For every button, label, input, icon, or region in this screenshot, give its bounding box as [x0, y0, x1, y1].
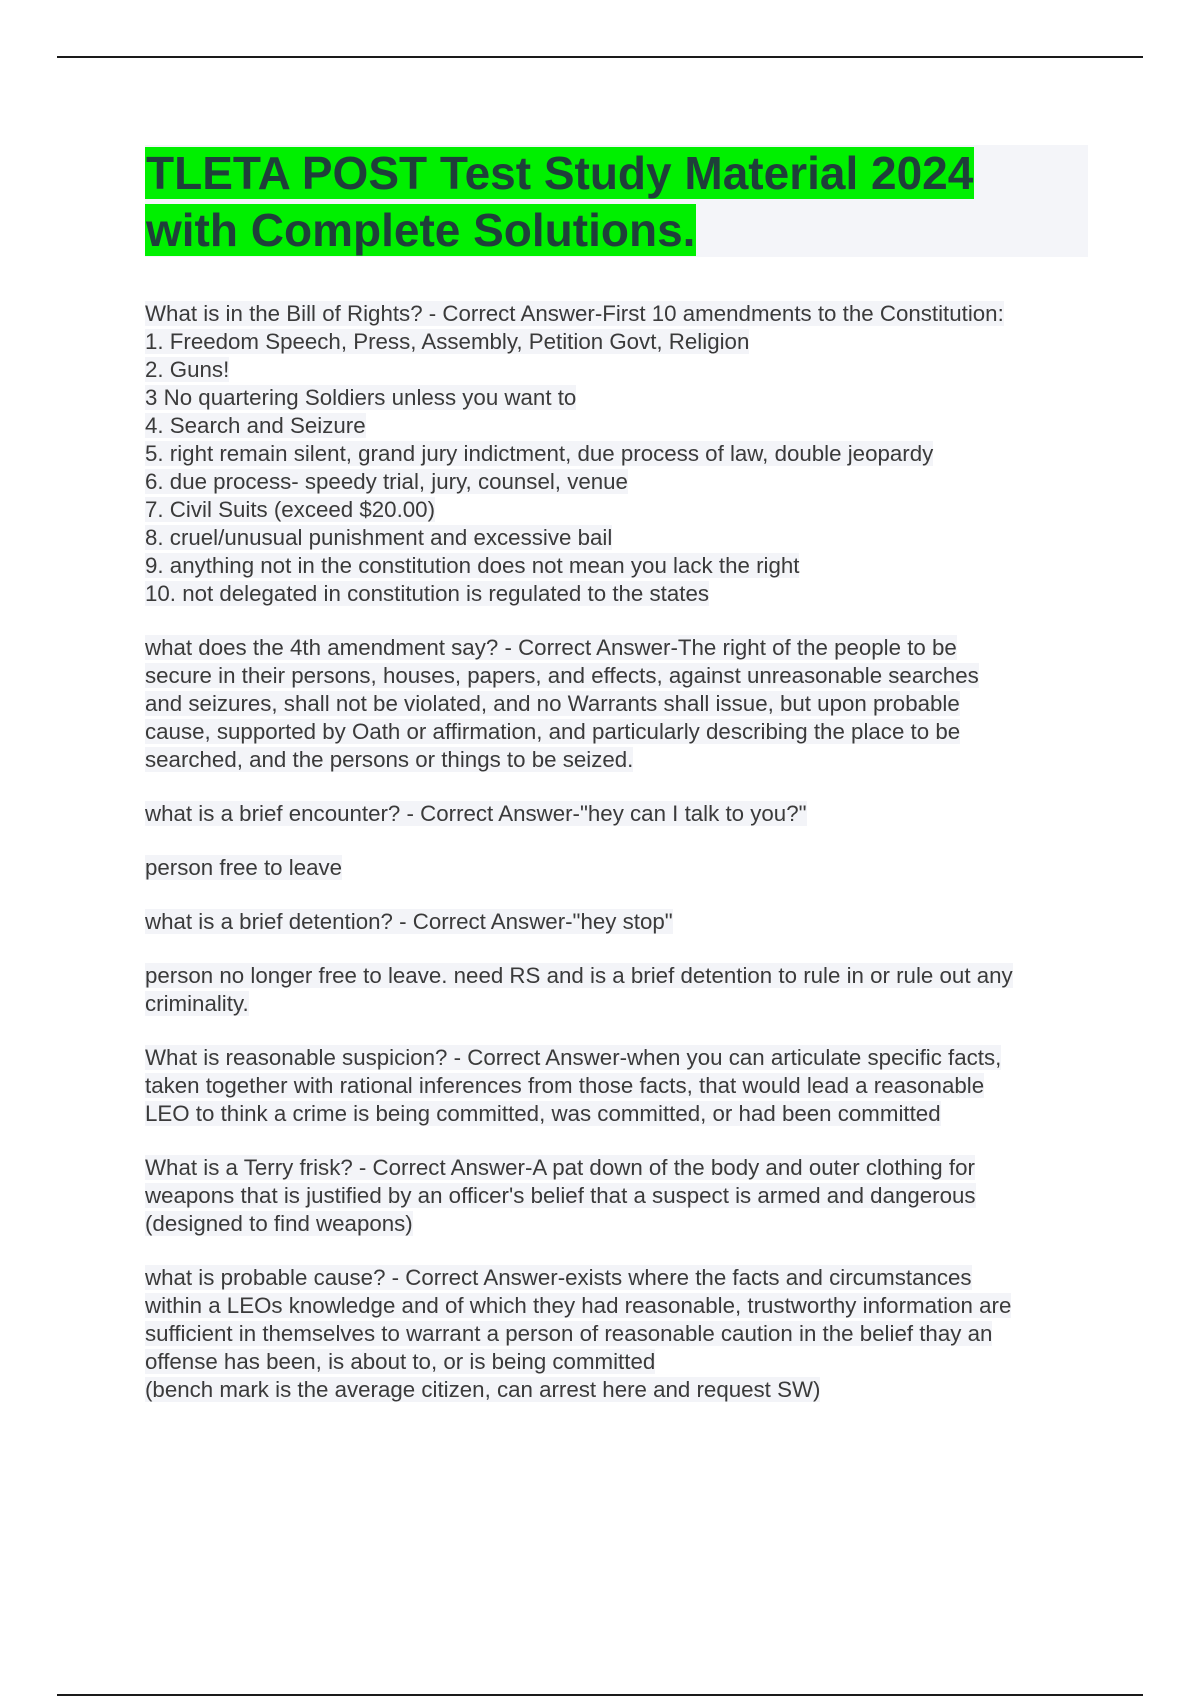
page-title: [145, 145, 1088, 259]
qa-brief-encounter-note: [145, 854, 1105, 882]
text-line: secure in their persons, houses, papers, and effects, against unreasonable searches: [145, 663, 979, 688]
top-rule: [57, 56, 1143, 58]
title-block: [145, 145, 1088, 257]
text-line: sufficient in themselves to warrant a person of reasonable caution in the belief thay an: [145, 1321, 993, 1346]
text-line: weapons that is justified by an officer's belief that a suspect is armed and dangerous: [145, 1183, 976, 1208]
qa-bill-of-rights: [145, 300, 1105, 608]
text-line: what does the 4th amendment say? - Correct Answer-The right of the people to be: [145, 635, 957, 660]
text-line: offense has been, is about to, or is being committed: [145, 1349, 656, 1374]
text-line: within a LEOs knowledge and of which they had reasonable, trustworthy information are: [145, 1293, 1012, 1318]
qa-content: [145, 300, 1105, 1430]
text-line: 6. due process- speedy trial, jury, counsel, venue: [145, 469, 628, 494]
text-line: (designed to find weapons): [145, 1211, 413, 1236]
bottom-rule: [57, 1694, 1143, 1696]
text-line: 2. Guns!: [145, 357, 230, 382]
text-line: 3 No quartering Soldiers unless you want to: [145, 385, 577, 410]
text-line: What is in the Bill of Rights? - Correct Answer-First 10 amendments to the Constitution:: [145, 301, 1004, 326]
text-line: 4. Search and Seizure: [145, 413, 366, 438]
text-line: LEO to think a crime is being committed, was committed, or had been committed: [145, 1101, 941, 1126]
text-line: What is a Terry frisk? - Correct Answer-A pat down of the body and outer clothing for: [145, 1155, 975, 1180]
title-line-2: with Complete Solutions.: [146, 204, 696, 256]
text-line: person free to leave: [145, 855, 343, 880]
text-line: what is probable cause? - Correct Answer-exists where the facts and circumstances: [145, 1265, 972, 1290]
text-line: what is a brief detention? - Correct Answer-"hey stop": [145, 909, 673, 934]
text-line: 10. not delegated in constitution is regulated to the states: [145, 581, 709, 606]
text-line: 7. Civil Suits (exceed $20.00): [145, 497, 436, 522]
text-line: 9. anything not in the constitution does not mean you lack the right: [145, 553, 800, 578]
qa-fourth-amendment: [145, 634, 1105, 774]
text-line: (bench mark is the average citizen, can arrest here and request SW): [145, 1377, 821, 1402]
text-line: person no longer free to leave. need RS and is a brief detention to rule in or rule out any: [145, 963, 1013, 988]
qa-probable-cause: [145, 1264, 1105, 1404]
text-line: 1. Freedom Speech, Press, Assembly, Petition Govt, Religion: [145, 329, 750, 354]
text-line: and seizures, shall not be violated, and no Warrants shall issue, but upon probable: [145, 691, 960, 716]
qa-brief-detention: [145, 908, 1105, 936]
text-line: taken together with rational inferences from those facts, that would lead a reasonable: [145, 1073, 985, 1098]
qa-brief-detention-note: [145, 962, 1105, 1018]
title-line-1: TLETA POST Test Study Material 2024: [146, 147, 974, 199]
qa-brief-encounter: [145, 800, 1105, 828]
text-line: criminality.: [145, 991, 249, 1016]
text-line: 5. right remain silent, grand jury indictment, due process of law, double jeopardy: [145, 441, 934, 466]
text-line: 8. cruel/unusual punishment and excessive bail: [145, 525, 613, 550]
qa-reasonable-suspicion: [145, 1044, 1105, 1128]
text-line: what is a brief encounter? - Correct Answer-"hey can I talk to you?": [145, 801, 807, 826]
text-line: What is reasonable suspicion? - Correct Answer-when you can articulate specific facts,: [145, 1045, 1002, 1070]
qa-terry-frisk: [145, 1154, 1105, 1238]
text-line: searched, and the persons or things to be seized.: [145, 747, 634, 772]
text-line: cause, supported by Oath or affirmation, and particularly describing the place to be: [145, 719, 961, 744]
